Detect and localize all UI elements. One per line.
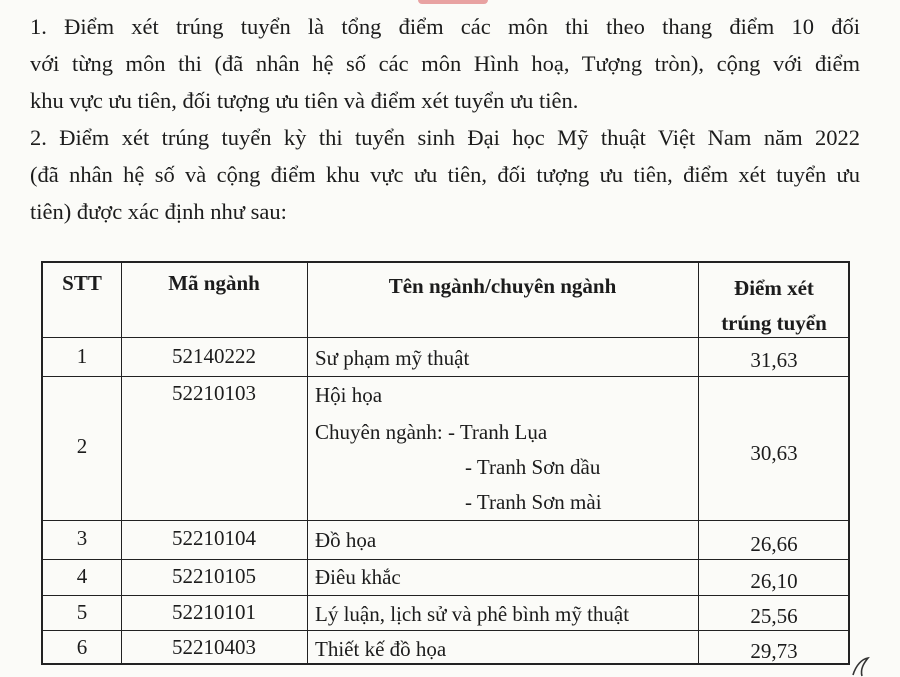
paragraph-2-line-2: (đã nhân hệ số và cộng điểm khu vực ưu tiên, đối tượng ưu tiên, điểm xét tuyển ưu <box>30 162 860 187</box>
paragraph-2 <box>30 119 860 230</box>
row-1-stt: 1 <box>76 344 88 368</box>
paragraph-1 <box>30 8 860 119</box>
row-3-stt: 3 <box>76 526 88 550</box>
paragraph-1-line-1: 1. Điểm xét trúng tuyển là tổng điểm các môn thi theo thang điểm 10 đối <box>30 14 860 39</box>
row-2-specialization-1: Chuyên ngành: - Tranh Lụa <box>315 420 548 444</box>
row-divider <box>43 520 848 521</box>
row-2-specialization-2: - Tranh Sơn dầu <box>465 455 601 479</box>
signature-stroke-icon <box>850 655 872 677</box>
row-2-specialization-3: - Tranh Sơn mài <box>465 490 602 514</box>
paragraph-2-line-3: tiên) được xác định như sau: <box>30 199 287 224</box>
row-divider <box>43 337 848 338</box>
row-4-score: 26,10 <box>750 569 798 593</box>
red-stamp-edge <box>418 0 488 4</box>
row-5-stt: 5 <box>76 600 88 624</box>
row-2-name: Hội họa <box>315 383 383 407</box>
row-1-score: 31,63 <box>750 348 798 372</box>
row-divider <box>43 559 848 560</box>
row-4-name: Điêu khắc <box>315 565 401 589</box>
row-5-code: 52210101 <box>172 600 256 624</box>
row-2-code: 52210103 <box>172 381 256 405</box>
row-4-code: 52210105 <box>172 564 256 588</box>
row-3-code: 52210104 <box>172 526 256 550</box>
header-score-line-1: Điểm xét <box>734 276 814 300</box>
row-6-code: 52210403 <box>172 635 256 659</box>
row-1-code: 52140222 <box>172 344 256 368</box>
admission-score-table <box>41 261 850 665</box>
row-2-score: 30,63 <box>750 441 798 465</box>
row-5-name: Lý luận, lịch sử và phê bình mỹ thuật <box>315 602 630 626</box>
paragraph-2-line-1: 2. Điểm xét trúng tuyển kỳ thi tuyển sinh Đại học Mỹ thuật Việt Nam năm 2022 <box>30 125 860 150</box>
row-1-name: Sư phạm mỹ thuật <box>315 346 470 370</box>
row-3-score: 26,66 <box>750 532 798 556</box>
row-2-stt: 2 <box>76 434 88 458</box>
column-divider <box>307 263 308 663</box>
row-6-score: 29,73 <box>750 639 798 663</box>
header-stt: STT <box>62 271 102 295</box>
row-divider <box>43 630 848 631</box>
paragraph-1-line-2: với từng môn thi (đã nhân hệ số các môn Hình hoạ, Tượng tròn), cộng với điểm <box>30 51 860 76</box>
row-3-name: Đồ họa <box>315 528 377 552</box>
row-5-score: 25,56 <box>750 604 798 628</box>
paragraph-1-line-3: khu vực ưu tiên, đối tượng ưu tiên và điểm xét tuyển ưu tiên. <box>30 88 579 113</box>
header-code: Mã ngành <box>168 271 260 295</box>
row-divider <box>43 595 848 596</box>
row-divider <box>43 376 848 377</box>
row-4-stt: 4 <box>76 564 88 588</box>
row-6-name: Thiết kế đồ họa <box>315 637 447 661</box>
header-score-line-2: trúng tuyển <box>721 311 827 335</box>
header-name: Tên ngành/chuyên ngành <box>388 274 617 298</box>
row-6-stt: 6 <box>76 635 88 659</box>
